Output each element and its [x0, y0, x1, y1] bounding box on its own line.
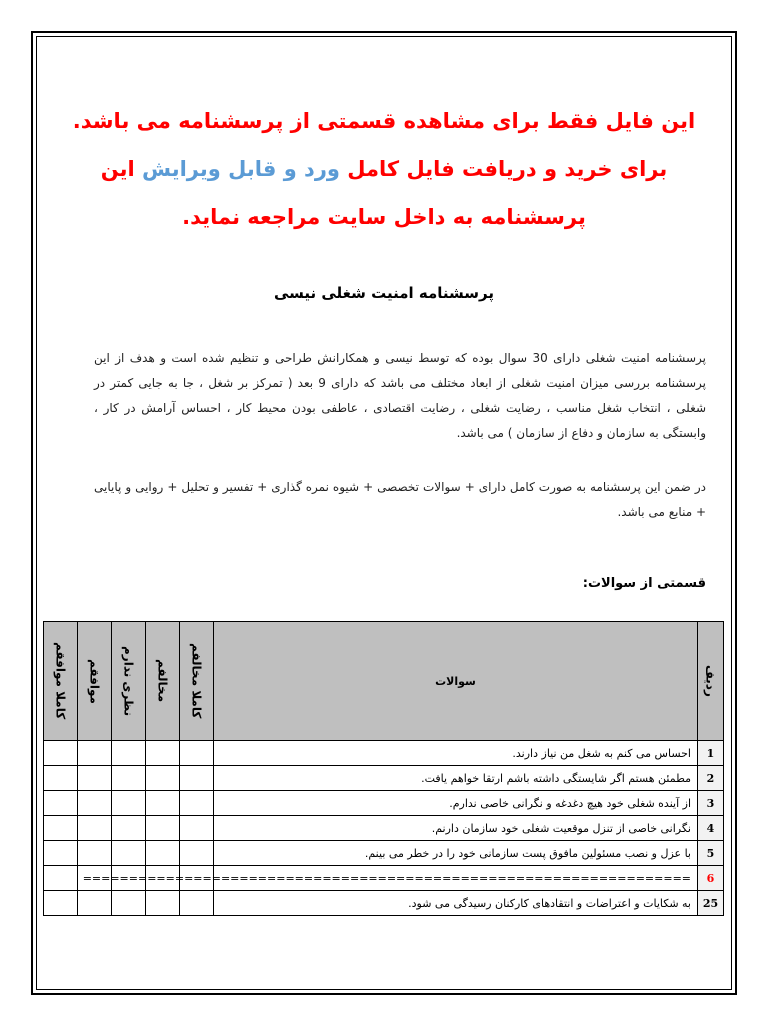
row-number: 4	[698, 816, 724, 841]
intro-paragraph: پرسشنامه امنیت شغلی دارای 30 سوال بوده که توسط نیسی و همکارانش طراحی و تنظیم شده است و هدف از این پرسشنامه بررسی میزان امنیت شغلی از ابعاد مختلف می باشد که دارای 9 بعد ( تمرکز بر شغل ، جا به جایی کمتر در شغلی ، انتخاب شغل مناسب ، رضایت شغلی ، رضایت اقتصادی ، عاطفی بودن محیط کار ، احساس آرامش در کار ، وابستگی به سازمان و دفاع از سازمان ) می باشد.	[94, 351, 706, 440]
answer-cell[interactable]	[78, 816, 112, 841]
answer-cell[interactable]	[44, 766, 78, 791]
purchase-notice	[60, 97, 708, 241]
question-text: نگرانی خاصی از تنزل موقعیت شغلی خود سازمان دارنم.	[214, 816, 698, 841]
answer-cell[interactable]	[44, 741, 78, 766]
answer-cell[interactable]	[146, 791, 180, 816]
answer-cell[interactable]	[112, 816, 146, 841]
header-neutral: نظری ندارم	[112, 622, 146, 741]
question-text-placeholder: ==================================================================	[214, 866, 698, 891]
row-number: 1	[698, 741, 724, 766]
question-text: از آینده شغلی خود هیچ دغدغه و نگرانی خاصی ندارم.	[214, 791, 698, 816]
table-row	[44, 866, 724, 891]
answer-cell[interactable]	[112, 741, 146, 766]
question-text: با عزل و نصب مسئولین مافوق پست سازمانی خود را در خطر می بینم.	[214, 841, 698, 866]
table-header-row	[44, 622, 724, 741]
answer-cell[interactable]	[146, 766, 180, 791]
answer-cell[interactable]	[180, 841, 214, 866]
row-number: 2	[698, 766, 724, 791]
answer-cell[interactable]	[78, 741, 112, 766]
answer-cell[interactable]	[44, 816, 78, 841]
table-row	[44, 816, 724, 841]
answer-cell[interactable]	[78, 891, 112, 916]
table-row	[44, 766, 724, 791]
notice-line-2-end: این	[100, 157, 143, 181]
table-row	[44, 891, 724, 916]
answer-cell[interactable]	[180, 741, 214, 766]
question-text: به شکایات و اعتراضات و انتقادهای کارکنان رسیدگی می شود.	[214, 891, 698, 916]
answer-cell[interactable]	[78, 766, 112, 791]
header-row-number: ردیف	[698, 622, 724, 741]
answer-cell[interactable]	[146, 816, 180, 841]
answer-cell[interactable]	[44, 866, 78, 891]
row-number: 3	[698, 791, 724, 816]
answer-cell[interactable]	[112, 791, 146, 816]
answer-cell[interactable]	[112, 891, 146, 916]
answer-cell[interactable]	[146, 891, 180, 916]
table-row	[44, 841, 724, 866]
answer-cell[interactable]	[78, 841, 112, 866]
header-questions: سوالات	[214, 622, 698, 741]
answer-cell[interactable]	[180, 891, 214, 916]
header-agree: موافقم	[78, 622, 112, 741]
answer-cell[interactable]	[78, 791, 112, 816]
header-strongly-agree: کاملا موافقم	[44, 622, 78, 741]
notice-line-1: این فایل فقط برای مشاهده قسمتی از پرسشنامه می باشد.	[72, 109, 696, 133]
notice-line-3: پرسشنامه به داخل سایت مراجعه نماید.	[182, 205, 586, 229]
table-row	[44, 791, 724, 816]
answer-cell[interactable]	[44, 791, 78, 816]
question-text: مطمئن هستم اگر شایستگی داشته باشم ارتقا خواهم یافت.	[214, 766, 698, 791]
answer-cell[interactable]	[112, 841, 146, 866]
questions-table	[43, 621, 724, 916]
question-text: احساس می کنم به شغل من نیاز دارند.	[214, 741, 698, 766]
answer-cell[interactable]	[146, 841, 180, 866]
contents-paragraph: در ضمن این پرسشنامه به صورت کامل دارای + سوالات تخصصی + شیوه نمره گذاری + تفسیر و تحلیل + روایی و پایایی + منابع می باشد.	[94, 480, 706, 519]
answer-cell[interactable]	[146, 741, 180, 766]
answer-cell[interactable]	[180, 816, 214, 841]
document-title: پرسشنامه امنیت شغلی نیسی	[273, 284, 495, 302]
answer-cell[interactable]	[44, 841, 78, 866]
table-row	[44, 741, 724, 766]
row-number: 25	[698, 891, 724, 916]
answer-cell[interactable]	[180, 766, 214, 791]
row-number: 5	[698, 841, 724, 866]
section-heading: قسمتی از سوالات:	[582, 576, 706, 591]
answer-cell[interactable]	[180, 791, 214, 816]
answer-cell[interactable]	[44, 891, 78, 916]
header-strongly-disagree: کاملا مخالفم	[180, 622, 214, 741]
answer-cell[interactable]	[112, 766, 146, 791]
row-number: 6	[698, 866, 724, 891]
header-disagree: مخالفم	[146, 622, 180, 741]
notice-word-editable-link[interactable]: ورد و قابل ویرایش	[142, 157, 340, 181]
notice-line-2-start: برای خرید و دریافت فایل کامل	[339, 157, 668, 181]
notice-line-2	[60, 145, 708, 193]
